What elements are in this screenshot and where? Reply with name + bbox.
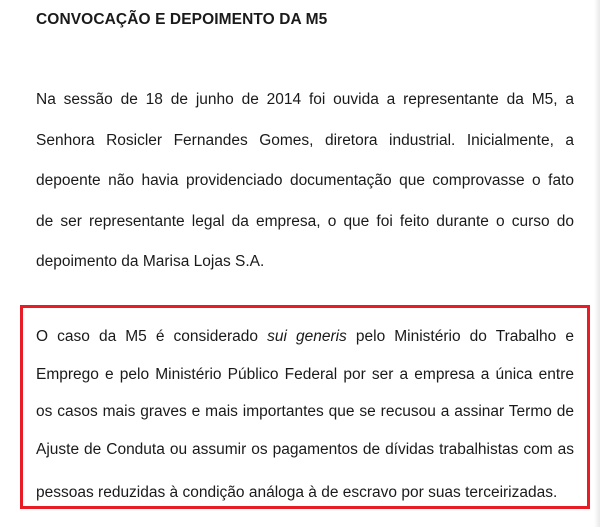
paragraph-convocacao [36,80,574,283]
page-edge [594,0,600,527]
paragraph-line: de ser representante legal da empresa, o que foi feito durante o curso do [36,212,574,230]
paragraph-line: depoimento da Marisa Lojas S.A. [36,253,265,271]
paragraph-line: Senhora Rosicler Fernandes Gomes, diretora industrial. Inicialmente, a [36,131,574,149]
paragraph-line: depoente não havia providenciado documentação que comprovasse o fato [36,172,574,190]
paragraph-line: pessoas reduzidas à condição análoga à de escravo por suas terceirizadas. [36,484,558,501]
paragraph-line: Na sessão de 18 de junho de 2014 foi ouvida a representante da M5, a [36,91,574,108]
paragraph-line: Emprego e pelo Ministério Público Federal por ser a empresa a única entre [36,365,574,383]
emphasis-sui-generis: sui generis [267,328,347,345]
paragraph-line [36,318,574,356]
line-text-after: pelo Ministério do Trabalho e [346,328,574,345]
paragraph-line: Ajuste de Conduta ou assumir os pagamentos de dívidas trabalhistas com as [36,440,574,458]
paragraph-line: os casos mais graves e mais importantes que se recusou a assinar Termo de [36,403,574,420]
paragraph-highlighted [36,318,574,512]
section-heading: CONVOCAÇÃO E DEPOIMENTO DA M5 [36,11,328,28]
line-text-before: O caso da M5 é considerado [36,328,268,345]
